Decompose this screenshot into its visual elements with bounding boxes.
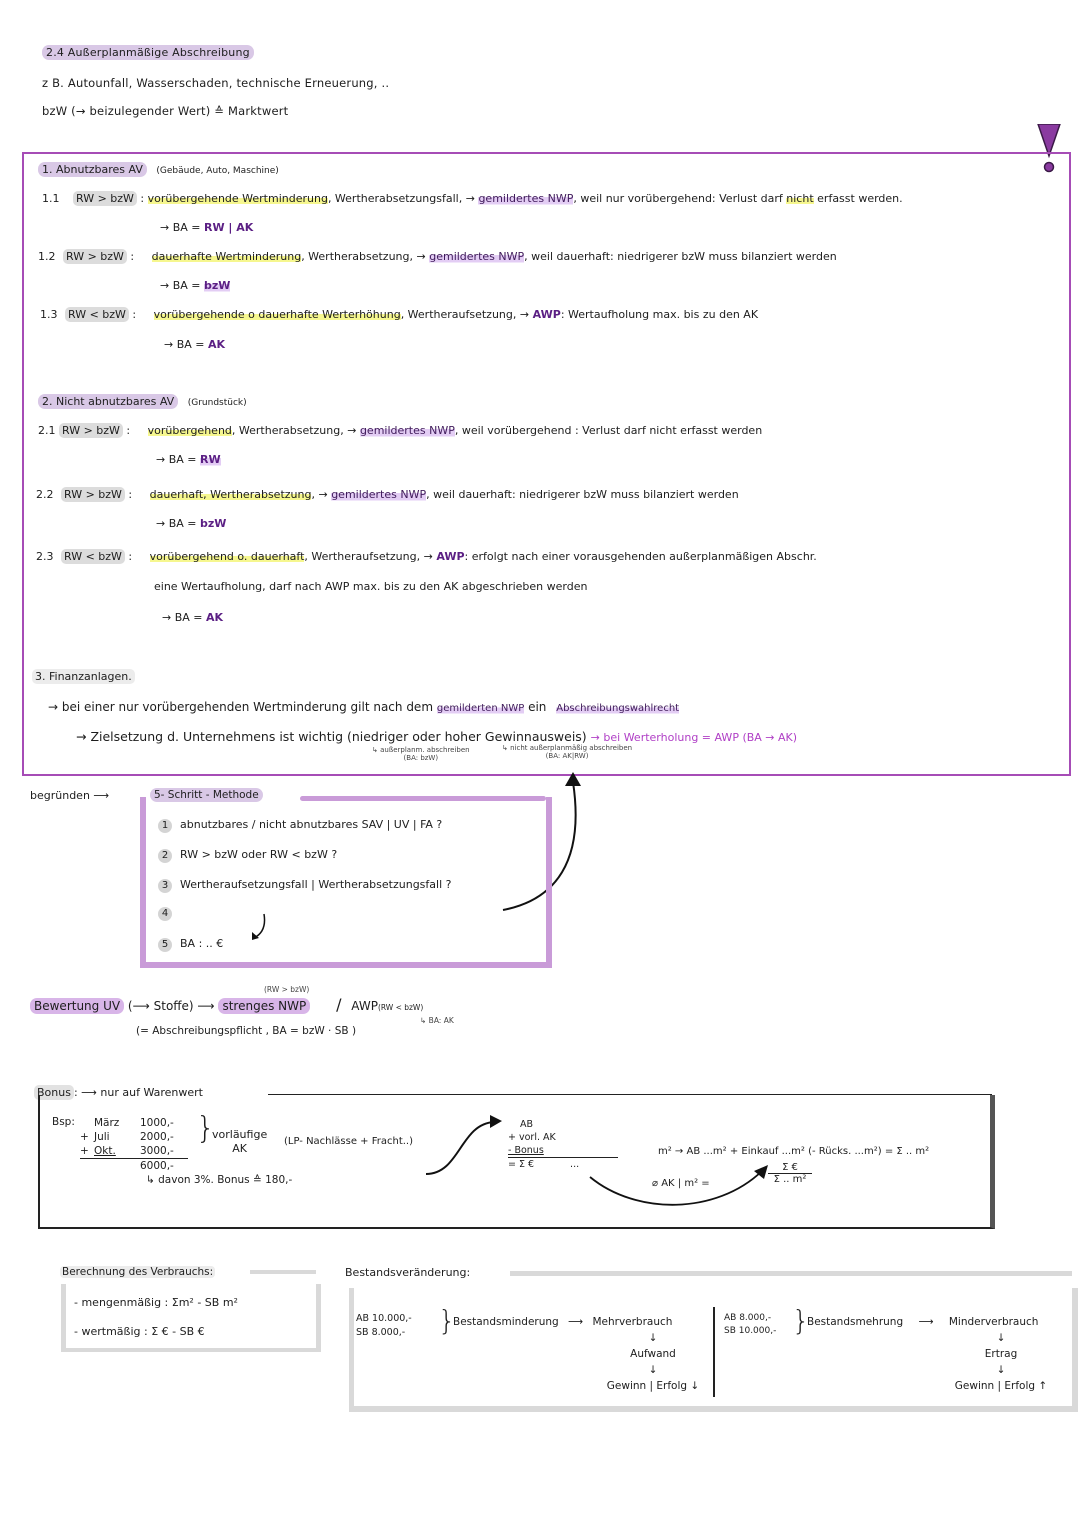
brace-icon: }: [792, 1304, 810, 1337]
bestand-box-top: [510, 1271, 1072, 1276]
bonus-heading: Bonus : ⟶ nur auf Warenwert: [34, 1086, 203, 1099]
method-step-1: 1 abnutzbares / nicht abnutzbares SAV | UV | FA ?: [158, 818, 442, 833]
bonus-row: März 1000,-: [94, 1117, 174, 1129]
bonus-row: + Okt. 3000,-: [80, 1144, 188, 1159]
rule-1-1: 1.1 RW > bzW : vorübergehende Wertminderung, Wertherabsetzungsfall, → gemildertes NWP, weil nur vorübergehend: Verlust darf nicht erfasst werden.: [42, 192, 903, 205]
section3-note-2: ↳ nicht außerplanmäßig abschreiben (BA: AK|RW): [502, 744, 633, 760]
verbrauch-box-top: [250, 1270, 316, 1274]
section3-note-1: ↳ außerplanm. abschreiben (BA: bzW): [372, 746, 470, 762]
bestand-right-values: AB 8.000,- SB 10.000,-: [724, 1313, 777, 1336]
brace-icon: }: [196, 1111, 216, 1146]
method-step-3: 3 Wertheraufsetzungsfall | Wertherabsetzungsfall ?: [158, 878, 451, 893]
avg-ak-label: ⌀ AK | m² =: [652, 1178, 710, 1189]
bestand-left-chain: ↓ Aufwand ↓ Gewinn | Erfolg ↓: [606, 1332, 700, 1392]
ba-1-2: → BA = bzW: [160, 279, 231, 292]
curved-arrow-icon: [420, 1112, 510, 1182]
brace-icon: }: [438, 1304, 456, 1337]
rule-1-3: 1.3 RW < bzW : vorübergehende o dauerhafte Werterhöhung, Wertheraufsetzung, → AWP: Wertaufholung max. bis zu den AK: [40, 308, 759, 321]
bonus-note: ↳ davon 3%. Bonus ≙ 180,-: [146, 1174, 293, 1186]
rule-2-2: 2.2 RW > bzW : dauerhaft, Wertherabsetzung, → gemildertes NWP, weil dauerhaft: niedrigerer bzW muss bilanziert werden: [36, 488, 739, 501]
method-step-5: 5 BA : .. €: [158, 937, 223, 952]
verbrauch-box: [61, 1284, 321, 1352]
ba-1-3: → BA = AK: [164, 338, 226, 351]
ba-2-2: → BA = bzW: [156, 517, 227, 530]
bestand-right-label: Bestandsmehrung ⟶ Minderverbrauch: [807, 1316, 1039, 1328]
verbrauch-title: Berechnung des Verbrauchs:: [62, 1266, 214, 1278]
section1-heading: 1. Abnutzbares AV (Gebäude, Auto, Maschine): [38, 163, 279, 176]
examples-text: z B. Autounfall, Wasserschaden, technische Erneuerung, ..: [42, 76, 390, 90]
section3-heading: 3. Finanzanlagen.: [32, 670, 135, 683]
uv-awp-sub: ↳ BA: AK: [420, 1016, 454, 1025]
uv-valuation: Bewertung UV (⟶ Stoffe) ⟶ strenges NWP / AWP(RW < bzW): [30, 995, 423, 1014]
section3-line1: → bei einer nur vorübergehenden Wertminderung gilt nach dem gemilderten NWP ein Abschreibungswahlrecht: [48, 700, 680, 714]
ba-2-3: → BA = AK: [162, 611, 224, 624]
bonus-bsp: Bsp:: [52, 1116, 75, 1128]
rule-2-3: 2.3 RW < bzW : vorübergehend o. dauerhaft, Wertheraufsetzung, → AWP: erfolgt nach einer vorausgehenden außerplanmäßigen Abschr.: [36, 550, 817, 563]
bonus-brace-note: (LP- Nachlässe + Fracht..): [284, 1136, 414, 1147]
section2-heading: 2. Nicht abnutzbares AV (Grundstück): [38, 395, 247, 408]
bestand-title: Bestandsveränderung:: [345, 1266, 471, 1279]
method-step-4: 4: [158, 906, 180, 921]
bestand-divider: [713, 1307, 715, 1397]
bestand-left-label: Bestandsminderung ⟶ Mehrverbrauch: [453, 1316, 673, 1328]
bonus-row: + Juli 2000,-: [80, 1131, 174, 1143]
method-title: 5- Schritt - Methode: [150, 789, 263, 801]
small-curved-arrow-icon: [248, 912, 272, 942]
ba-2-1: → BA = RW: [156, 453, 221, 466]
rule-2-1: 2.1 RW > bzW : vorübergehend, Wertherabsetzung, → gemildertes NWP, weil vorübergehend : Verlust darf nicht erfasst werden: [38, 424, 763, 437]
bonus-calc: AB + vorl. AK - Bonus = Σ € ...: [508, 1118, 618, 1171]
method-step-2: 2 RW > bzW oder RW < bzW ?: [158, 848, 337, 863]
uv-principle-note: (RW > bzW): [264, 985, 310, 994]
bonus-sum: 6000,-: [140, 1160, 174, 1172]
ba-1-1: → BA = RW | AK: [160, 221, 254, 234]
definition-text: bzW (→ beizulegender Wert) ≙ Marktwert: [42, 104, 289, 118]
uv-explain: (= Abschreibungspflicht , BA = bzW · SB ): [136, 1025, 357, 1037]
bestand-left-values: AB 10.000,- SB 8.000,-: [356, 1313, 412, 1338]
bestand-right-chain: ↓ Ertrag ↓ Gewinn | Erfolg ↑: [954, 1332, 1048, 1392]
page-title: 2.4 Außerplanmäßige Abschreibung: [42, 46, 254, 59]
section3-line2: → Zielsetzung d. Unternehmens ist wichtig (niedriger oder hoher Gewinnausweis) → bei Werterholung = AWP (BA → AK): [76, 729, 798, 744]
bonus-brace-label: vorläufige AK: [212, 1128, 268, 1155]
curved-arrow-icon: [586, 1165, 776, 1215]
m2-formula: m² → AB ...m² + Einkauf ...m² (- Rücks. ...m²) = Σ .. m²: [658, 1146, 930, 1157]
verbrauch-item: - mengenmäßig : Σm² - SB m²: [74, 1296, 238, 1309]
rule-1-2: 1.2 RW > bzW : dauerhafte Wertminderung, Wertherabsetzung, → gemildertes NWP, weil dauerhaft: niedrigerer bzW muss bilanziert werden: [38, 250, 837, 263]
method-lead: begründen ⟶: [30, 789, 110, 802]
verbrauch-item: - wertmäßig : Σ € - SB €: [74, 1325, 205, 1338]
rule-2-3-continued: eine Wertaufholung, darf nach AWP max. bis zu den AK abgeschrieben werden: [154, 580, 588, 593]
avg-ak-fraction: Σ € Σ .. m²: [768, 1162, 812, 1185]
